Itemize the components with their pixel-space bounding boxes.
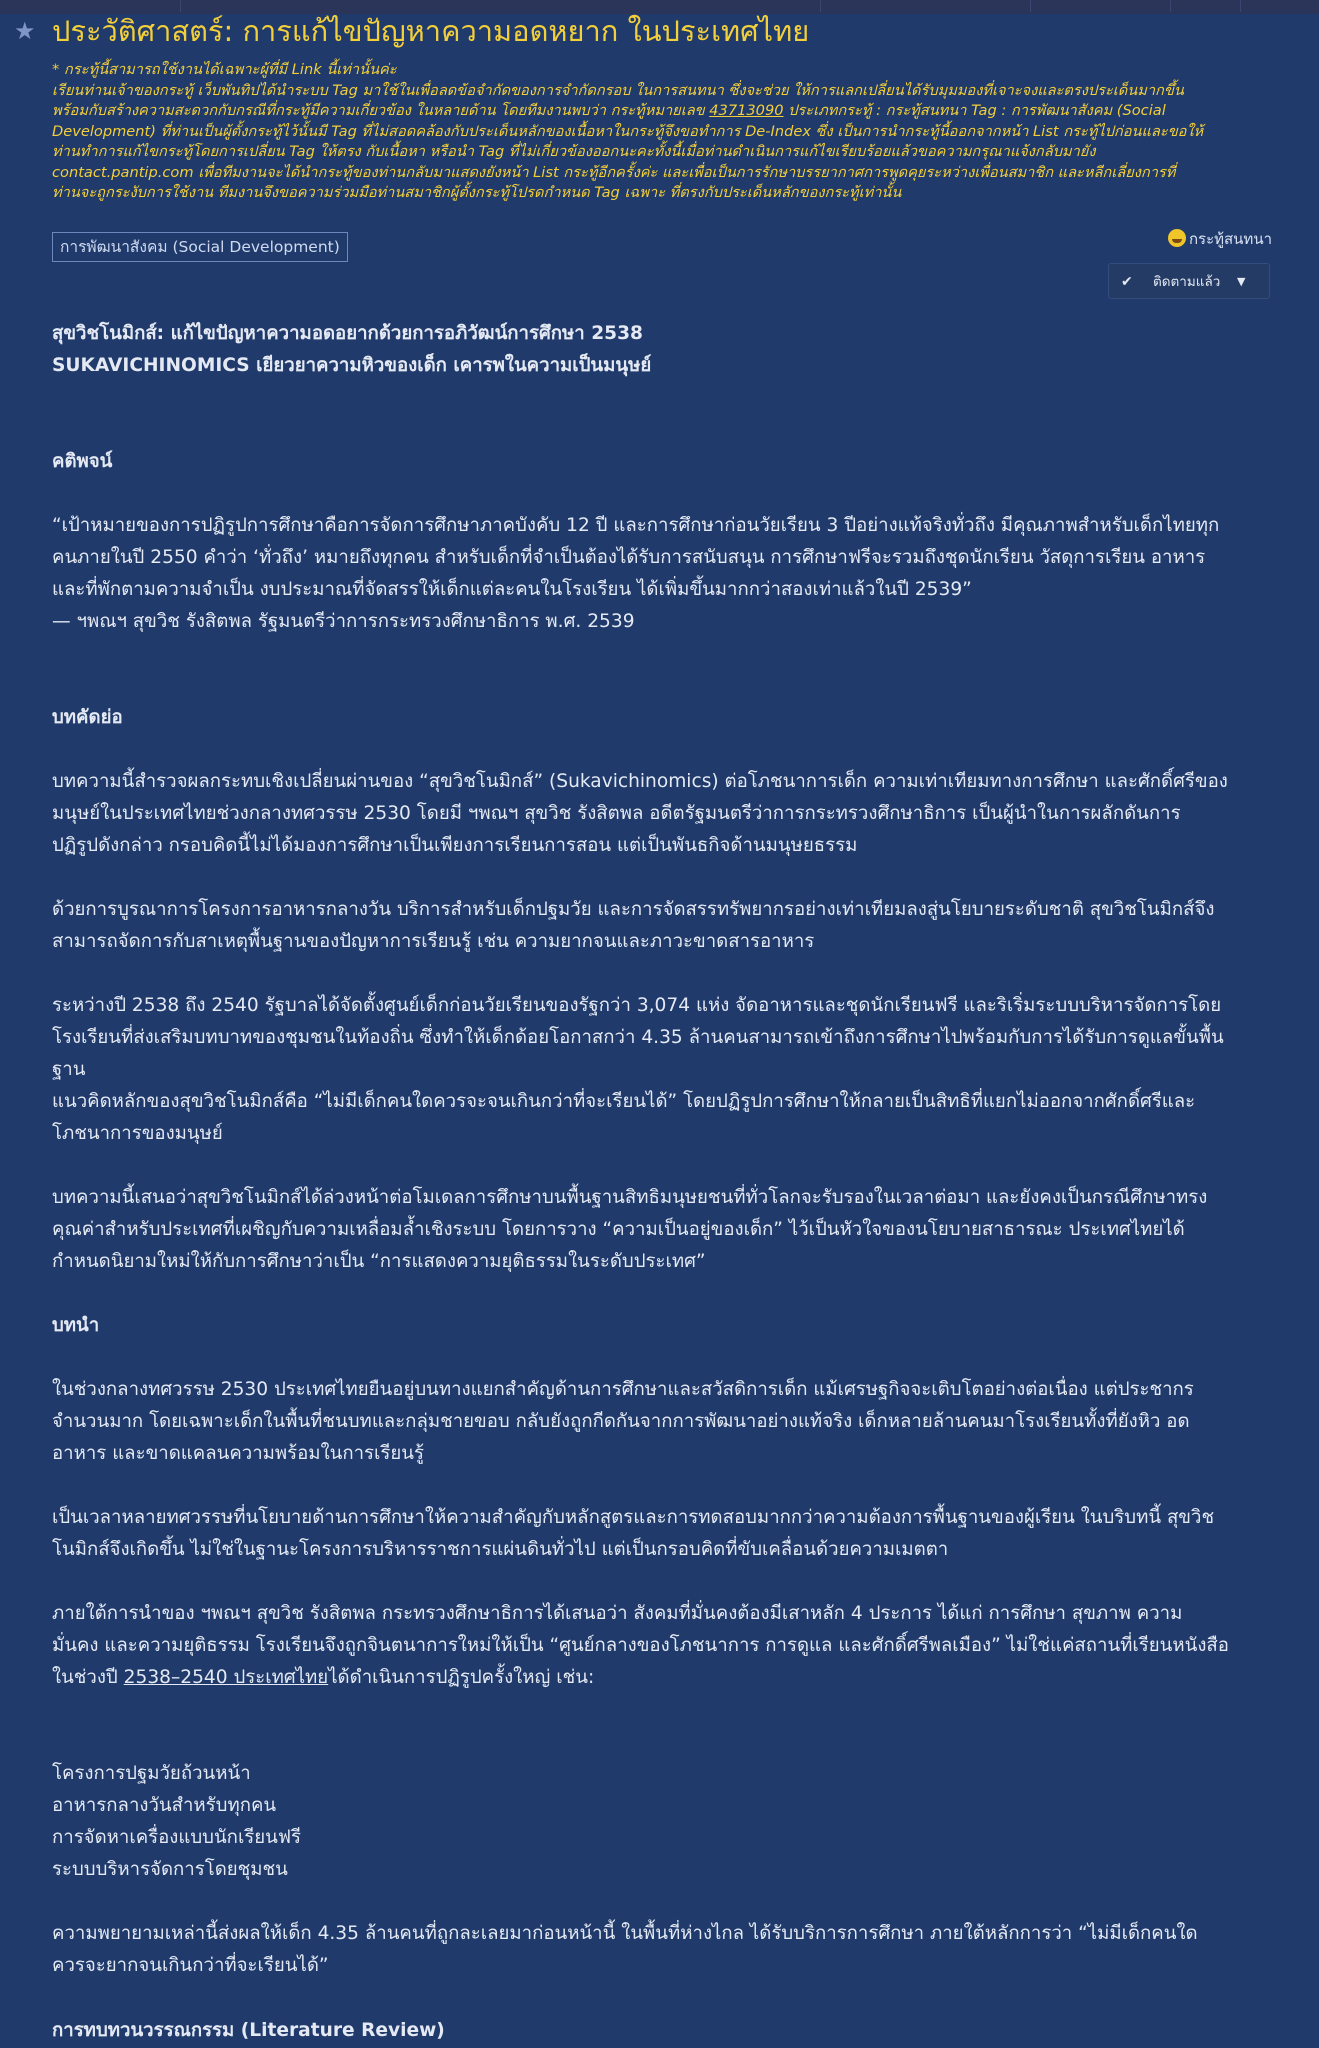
list-item: การจัดหาเครื่องแบบนักเรียนฟรี bbox=[52, 1827, 302, 1848]
notice-text: พร้อมกับสร้างความสะดวกกับกรณีที่กระทู้มีความเกี่ยวข้อง ในหลายด้าน โดยทีมงานพบว่า กระทู้หมายเลข bbox=[52, 102, 705, 119]
notice-line bbox=[52, 101, 1272, 122]
period-link[interactable]: 2538–2540 ประเทศไทย bbox=[123, 1667, 329, 1688]
notice-line: contact.pantip.com เพื่อทีมงานจะได้นำกระทู้ของท่านกลับมาแสดงยังหน้า List กระทู้อีกครั้งค่ะ และเพื่อเป็นการรักษาบรรยากาศการพูดคุยระหว่างเพื่อนสมาชิก และหลีกเลี่ยงการที่ bbox=[52, 163, 1176, 181]
text-line: ปฏิรูปดังกล่าว กรอบคิดนี้ไม่ได้มองการศึกษาเป็นเพียงการเรียนการสอน แต่เป็นพันธกิจด้านมนุษยธรรม bbox=[52, 835, 858, 856]
text-line bbox=[52, 1662, 1277, 1694]
text-line: บทความนี้สำรวจผลกระทบเชิงเปลี่ยนผ่านของ “สุขวิชโนมิกส์” (Sukavichinomics) ต่อโภชนาการเด็ก ความเท่าเทียมทางการศึกษา และศักดิ์ศรีของ bbox=[52, 771, 1228, 792]
quote-line: คนภายในปี 2550 คำว่า ‘ทั่วถึง’ หมายถึงทุกคน สำหรับเด็กที่จำเป็นต้องได้รับการสนับสนุน การศึกษาฟรีจะรวมถึงชุดนักเรียน วัสดุการเรียน อาหาร bbox=[52, 547, 1206, 568]
quote-line: “เป้าหมายของการปฏิรูปการศึกษาคือการจัดการศึกษาภาคบังคับ 12 ปี และการศึกษาก่อนวัยเรียน 3 ปีอย่างแท้จริงทั่วถึง มีคุณภาพสำหรับเด็กไทยทุก bbox=[52, 515, 1220, 536]
post-heading-2: SUKAVICHINOMICS เยียวยาความหิวของเด็ก เคารพในความเป็นมนุษย์ bbox=[52, 355, 652, 376]
abstract-paragraph-1 bbox=[52, 766, 1277, 862]
caret-down-icon[interactable]: ▼ bbox=[1237, 275, 1246, 288]
reform-list bbox=[52, 1758, 1277, 1886]
notice-line: เรียนท่านเจ้าของกระทู้ เว็บพันทิปได้นำระบบ Tag มาใช้ในเพื่อลดข้อจำกัดของการจำกัดกรอบ ในการสนทนา ซึ่งจะช่วย ให้การแลกเปลี่ยนได้รับมุมมองที่เจาะจงและตรงประเด็นมากขึ้น bbox=[52, 81, 1184, 99]
text-line: ความพยายามเหล่านี้ส่งผลให้เด็ก 4.35 ล้านคนที่ถูกละเลยมาก่อนหน้านี้ ในพื้นที่ห่างไกล ได้รับบริการการศึกษา ภายใต้หลักการว่า “ไม่มีเด็กคนใด bbox=[52, 1923, 1198, 1944]
quote-block bbox=[52, 510, 1277, 638]
text-line: ฐาน bbox=[52, 1059, 86, 1080]
notice-text: ประเภทกระทู้ : กระทู้สนทนา Tag : การพัฒนาสังคม (Social bbox=[788, 102, 1166, 119]
top-nav-segment bbox=[820, 0, 1031, 12]
room-label bbox=[1168, 228, 1272, 250]
abstract-paragraph-3 bbox=[52, 990, 1277, 1150]
star-icon[interactable]: ★ bbox=[14, 17, 36, 45]
intro-paragraph-2 bbox=[52, 1502, 1277, 1566]
notice-line: ท่านทำการแก้ไขกระทู้โดยการเปลี่ยน Tag ให้ตรง กับเนื้อหา หรือนำ Tag ที่ไม่เกี่ยวข้องออกนะคะทั้งนี้เมื่อท่านดำเนินการแก้ไขเรียบร้อยแล้วขอความกรุณาแจ้งกลับมายัง bbox=[52, 143, 1096, 160]
page-title: ประวัติศาสตร์: การแก้ไขปัญหาความอดหยาก ในประเทศไทย bbox=[52, 14, 810, 48]
quote-attribution: — ฯพณฯ สุขวิช รังสิตพล รัฐมนตรีว่าการกระทรวงศึกษาธิการ พ.ศ. 2539 bbox=[52, 611, 635, 632]
list-item: ระบบบริหารจัดการโดยชุมชน bbox=[52, 1859, 288, 1880]
text-line: บทความนี้เสนอว่าสุขวิชโนมิกส์ได้ล่วงหน้าต่อโมเดลการศึกษาบนพื้นฐานสิทธิมนุษยชนที่ทั่วโลกจะรับรองในเวลาต่อมา และยังคงเป็นกรณีศึกษาทรง bbox=[52, 1187, 1208, 1208]
follow-button[interactable] bbox=[1108, 263, 1270, 299]
section-heading-intro: บทนำ bbox=[52, 1315, 100, 1336]
text-line: ควรจะยากจนเกินกว่าที่จะเรียนได้” bbox=[52, 1955, 329, 1976]
section-heading-literature-review: การทบทวนวรรณกรรม (Literature Review) bbox=[52, 2020, 445, 2041]
text-line: โภชนาการของมนุษย์ bbox=[52, 1123, 223, 1144]
top-nav-segment bbox=[1030, 0, 1171, 12]
top-nav-segment bbox=[1170, 0, 1241, 12]
text-line: จำนวนมาก โดยเฉพาะเด็กในพื้นที่ชนบทและกลุ่มชายขอบ กลับยังถูกกีดกันจากการพัฒนาอย่างแท้จริง เด็กหลายล้านคนมาโรงเรียนทั้งที่ยังหิว อด bbox=[52, 1411, 1190, 1432]
section-heading-quote: คติพจน์ bbox=[52, 451, 113, 472]
tag-social-development[interactable]: การพัฒนาสังคม (Social Development) bbox=[52, 232, 348, 262]
list-item: โครงการปฐมวัยถ้วนหน้า bbox=[52, 1763, 251, 1784]
moderator-notice bbox=[52, 60, 1272, 204]
text-segment: ได้ดำเนินการปฏิรูปครั้งใหญ่ เช่น: bbox=[328, 1667, 595, 1688]
section-heading-abstract: บทคัดย่อ bbox=[52, 707, 123, 728]
result-paragraph bbox=[52, 1918, 1277, 1982]
post-heading-1: สุขวิชโนมิกส์: แก้ไขปัญหาความอดอยากด้วยการอภิวัฒน์การศึกษา 2538 bbox=[52, 323, 643, 344]
text-line: โรงเรียนที่ส่งเสริมบทบาทของชุมชนในท้องถิ่น ซึ่งทำให้เด็กด้อยโอกาสกว่า 4.35 ล้านคนสามารถเข้าถึงการศึกษาไปพร้อมกับการได้รับการดูแลขั้นพื้น bbox=[52, 1027, 1224, 1048]
topic-number-link[interactable]: 43713090 bbox=[709, 102, 784, 119]
text-segment: ในช่วงปี bbox=[52, 1667, 124, 1688]
text-line: โนมิกส์จึงเกิดขึ้น ไม่ใช่ในฐานะโครงการบริหารราชการแผ่นดินทั่วไป แต่เป็นกรอบคิดที่ขับเคลื่อนด้วยความเมตตา bbox=[52, 1539, 949, 1560]
follow-button-label: ติดตามแล้ว bbox=[1153, 274, 1221, 290]
text-line: กำหนดนิยามใหม่ให้กับการศึกษาว่าเป็น “การแสดงความยุติธรรมในระดับประเทศ” bbox=[52, 1251, 706, 1272]
intro-paragraph-3 bbox=[52, 1598, 1277, 1694]
text-line: อาหาร และขาดแคลนความพร้อมในการเรียนรู้ bbox=[52, 1443, 424, 1464]
intro-paragraph-1 bbox=[52, 1374, 1277, 1470]
text-line: คุณค่าสำหรับประเทศที่เผชิญกับความเหลื่อมล้ำเชิงระบบ โดยการวาง “ความเป็นอยู่ของเด็ก” ไว้เป็นหัวใจของนโยบายสาธารณะ ประเทศไทยได้ bbox=[52, 1219, 1185, 1240]
smiley-icon bbox=[1168, 229, 1186, 247]
text-line: สามารถจัดการกับสาเหตุพื้นฐานของปัญหาการเรียนรู้ เช่น ความยากจนและภาวะขาดสารอาหาร bbox=[52, 931, 815, 952]
list-item: อาหารกลางวันสำหรับทุกคน bbox=[52, 1795, 277, 1816]
text-line: ระหว่างปี 2538 ถึง 2540 รัฐบาลได้จัดตั้งศูนย์เด็กก่อนวัยเรียนของรัฐกว่า 3,074 แห่ง จัดอาหารและชุดนักเรียนฟรี และริเริ่มระบบบริหารจัดการโดย bbox=[52, 995, 1222, 1016]
text-line: มนุษย์ในประเทศไทยช่วงกลางทศวรรษ 2530 โดยมี ฯพณฯ สุขวิช รังสิตพล อดีตรัฐมนตรีว่าการกระทรวงศึกษาธิการ เป็นผู้นำในการผลักดันการ bbox=[52, 803, 1181, 824]
text-line: มั่นคง และความยุติธรรม โรงเรียนจึงถูกจินตนาการใหม่ให้เป็น “ศูนย์กลางของโภชนาการ การดูแล และศักดิ์ศรีพลเมือง” ไม่ใช่แค่สถานที่เรียนหนังสือ bbox=[52, 1635, 1229, 1656]
room-label-text: กระทู้สนทนา bbox=[1188, 230, 1272, 248]
notice-line: * กระทู้นี้สามารถใช้งานได้เฉพาะผู้ที่มี Link นี้เท่านั้นค่ะ bbox=[52, 61, 397, 78]
notice-line: Development) ที่ท่านเป็นผู้ตั้งกระทู้ไว้นั้นมี Tag ที่ไม่สอดคล้องกับประเด็นหลักของเนื้อหาในกระทู้จึงขอทำการ De-Index ซึ่ง เป็นการนำกระทู้นี้ออกจากหน้า List กระทู้ไปก่อนและขอให้ bbox=[52, 122, 1204, 140]
text-line: ด้วยการบูรณาการโครงการอาหารกลางวัน บริการสำหรับเด็กปฐมวัย และการจัดสรรทรัพยากรอย่างเท่าเทียมลงสู่นโยบายระดับชาติ สุขวิชโนมิกส์จึง bbox=[52, 899, 1215, 920]
notice-line: ท่านจะถูกระงับการใช้งาน ทีมงานจึงขอความร่วมมือท่านสมาชิกผู้ตั้งกระทู้โปรดกำหนด Tag เฉพาะ ที่ตรงกับประเด็นหลักของกระทู้เท่านั้น bbox=[52, 184, 902, 201]
text-line: เป็นเวลาหลายทศวรรษที่นโยบายด้านการศึกษาให้ความสำคัญกับหลักสูตรและการทดสอบมากกว่าความต้องการพื้นฐานของผู้เรียน ในบริบทนี้ สุขวิช bbox=[52, 1507, 1215, 1528]
check-icon: ✔ bbox=[1121, 274, 1133, 290]
text-line: ในช่วงกลางทศวรรษ 2530 ประเทศไทยยืนอยู่บนทางแยกสำคัญด้านการศึกษาและสวัสดิการเด็ก แม้เศรษฐกิจจะเติบโตอย่างต่อเนื่อง แต่ประชากร bbox=[52, 1379, 1194, 1400]
text-line: แนวคิดหลักของสุขวิชโนมิกส์คือ “ไม่มีเด็กคนใดควรจะจนเกินกว่าที่จะเรียนได้” โดยปฏิรูปการศึกษาให้กลายเป็นสิทธิที่แยกไม่ออกจากศักดิ์ศรีและ bbox=[52, 1091, 1196, 1112]
quote-line: และที่พักตามความจำเป็น งบประมาณที่จัดสรรให้เด็กแต่ละคนในโรงเรียน ได้เพิ่มขึ้นมากกว่าสองเท่าแล้วในปี 2539” bbox=[52, 579, 972, 600]
text-line: ภายใต้การนำของ ฯพณฯ สุขวิช รังสิตพล กระทรวงศึกษาธิการได้เสนอว่า สังคมที่มั่นคงต้องมีเสาหลัก 4 ประการ ได้แก่ การศึกษา สุขภาพ ความ bbox=[52, 1603, 1183, 1624]
abstract-paragraph-2 bbox=[52, 894, 1277, 958]
abstract-paragraph-4 bbox=[52, 1182, 1277, 1278]
